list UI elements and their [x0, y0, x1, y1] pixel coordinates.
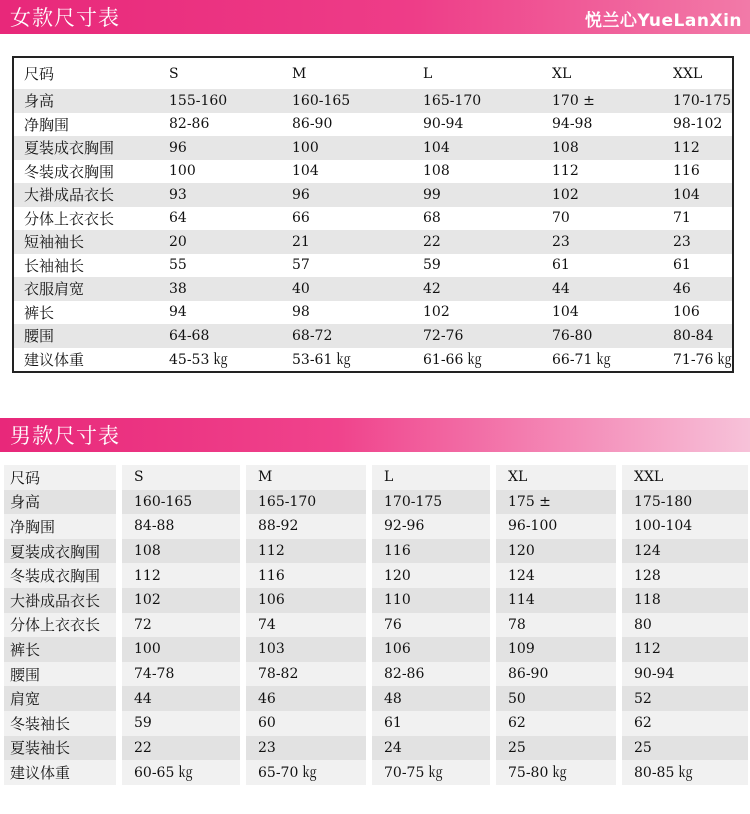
- women-size-row: [13, 230, 733, 254]
- size-header: M: [292, 65, 307, 82]
- measurement-value: 66: [292, 210, 310, 227]
- measurement-value: 70-75 ㎏: [372, 760, 496, 785]
- measurement-value: 52: [622, 686, 748, 711]
- measurement-value: 72: [122, 613, 246, 638]
- measurement-value: 98-102: [673, 116, 723, 133]
- women-size-row: [13, 183, 733, 207]
- men-size-row: [4, 662, 748, 687]
- measurement-value: 106: [673, 304, 700, 321]
- measurement-value: 65-70 ㎏: [246, 760, 372, 785]
- measurement-value: 80-84: [663, 324, 733, 348]
- women-size-row: [13, 136, 733, 160]
- men-size-row: [4, 539, 748, 564]
- measurement-label: 裤长: [24, 303, 55, 322]
- measurement-value: 110: [372, 588, 496, 613]
- measurement-value: 120: [496, 539, 622, 564]
- women-size-row: [13, 207, 733, 231]
- measurement-value: 170 ±: [542, 89, 663, 113]
- brand-name: 悦兰心YueLanXin: [584, 11, 742, 31]
- size-header: S: [169, 65, 179, 82]
- measurement-value: 64-68: [159, 324, 282, 348]
- men-size-row: [4, 711, 748, 736]
- measurement-value: 118: [622, 588, 748, 613]
- measurement-label: 净胸围: [4, 514, 122, 539]
- measurement-value: 86-90: [292, 116, 333, 133]
- women-size-row: [13, 254, 733, 278]
- measurement-value: 104: [552, 304, 579, 321]
- women-header-row: [13, 57, 733, 89]
- measurement-value: 100: [122, 637, 246, 662]
- measurement-value: 99: [413, 183, 542, 207]
- measurement-value: 72-76: [413, 324, 542, 348]
- measurement-value: 86-90: [496, 662, 622, 687]
- measurement-value: 104: [663, 183, 733, 207]
- measurement-value: 50: [496, 686, 622, 711]
- measurement-value: 128: [622, 563, 748, 588]
- measurement-value: 108: [423, 163, 450, 180]
- measurement-value: 109: [496, 637, 622, 662]
- size-header: S: [122, 465, 246, 490]
- measurement-value: 102: [542, 183, 663, 207]
- measurement-value: 62: [622, 711, 748, 736]
- measurement-label: 大褂成品衣长: [13, 183, 159, 207]
- measurement-value: 38: [159, 277, 282, 301]
- measurement-value: 46: [663, 277, 733, 301]
- measurement-value: 40: [282, 277, 413, 301]
- measurement-label: 长袖袖长: [24, 256, 85, 275]
- measurement-value: 80-85 ㎏: [622, 760, 748, 785]
- measurement-value: 112: [622, 637, 748, 662]
- men-size-row: [4, 588, 748, 613]
- measurement-value: 124: [496, 563, 622, 588]
- measurement-label: 腰围: [13, 324, 159, 348]
- size-header: XXL: [673, 65, 703, 82]
- size-column-header: 尺码: [4, 465, 122, 490]
- measurement-value: 82-86: [169, 116, 210, 133]
- measurement-value: 60-65 ㎏: [122, 760, 246, 785]
- measurement-value: 76: [372, 613, 496, 638]
- measurement-value: 94-98: [552, 116, 593, 133]
- measurement-value: 106: [246, 588, 372, 613]
- measurement-label: 建议体重: [4, 760, 122, 785]
- measurement-value: 160-165: [122, 490, 246, 515]
- measurement-value: 114: [496, 588, 622, 613]
- men-size-row: [4, 563, 748, 588]
- measurement-value: 24: [372, 736, 496, 761]
- measurement-value: 66-71 ㎏: [552, 352, 611, 369]
- measurement-value: 59: [423, 257, 441, 274]
- measurement-value: 25: [496, 736, 622, 761]
- measurement-value: 80: [622, 613, 748, 638]
- measurement-value: 68: [423, 210, 441, 227]
- measurement-value: 100: [282, 136, 413, 160]
- measurement-label: 短袖袖长: [13, 230, 159, 254]
- size-header: M: [246, 465, 372, 490]
- measurement-value: 96: [159, 136, 282, 160]
- measurement-value: 94: [169, 304, 187, 321]
- measurement-value: 23: [663, 230, 733, 254]
- measurement-label: 大褂成品衣长: [4, 588, 122, 613]
- measurement-value: 90-94: [622, 662, 748, 687]
- measurement-label: 腰围: [4, 662, 122, 687]
- men-size-row: [4, 760, 748, 785]
- measurement-value: 62: [496, 711, 622, 736]
- measurement-label: 冬装成衣胸围: [4, 563, 122, 588]
- measurement-value: 61: [372, 711, 496, 736]
- measurement-value: 112: [122, 563, 246, 588]
- measurement-value: 44: [122, 686, 246, 711]
- women-size-row: [13, 324, 733, 348]
- measurement-value: 70: [552, 210, 570, 227]
- measurement-value: 102: [122, 588, 246, 613]
- measurement-value: 112: [663, 136, 733, 160]
- measurement-value: 170-175: [372, 490, 496, 515]
- size-header: XL: [552, 65, 572, 82]
- measurement-value: 116: [246, 563, 372, 588]
- measurement-label: 夏装成衣胸围: [4, 539, 122, 564]
- measurement-value: 100: [169, 163, 196, 180]
- women-size-row: [13, 113, 733, 137]
- measurement-value: 44: [542, 277, 663, 301]
- measurement-value: 124: [622, 539, 748, 564]
- measurement-value: 175-180: [622, 490, 748, 515]
- measurement-value: 75-80 ㎏: [496, 760, 622, 785]
- size-column-header: 尺码: [24, 65, 55, 83]
- men-size-row: [4, 613, 748, 638]
- measurement-value: 48: [372, 686, 496, 711]
- women-size-row: [13, 301, 733, 325]
- measurement-value: 84-88: [122, 514, 246, 539]
- measurement-value: 22: [413, 230, 542, 254]
- size-header: L: [423, 65, 433, 82]
- measurement-value: 92-96: [372, 514, 496, 539]
- measurement-value: 78: [496, 613, 622, 638]
- measurement-value: 155-160: [159, 89, 282, 113]
- measurement-label: 裤长: [4, 637, 122, 662]
- measurement-value: 21: [282, 230, 413, 254]
- women-size-row: [13, 348, 733, 373]
- measurement-value: 90-94: [423, 116, 464, 133]
- measurement-value: 98: [292, 304, 310, 321]
- measurement-value: 108: [542, 136, 663, 160]
- measurement-value: 46: [246, 686, 372, 711]
- measurement-value: 64: [169, 210, 187, 227]
- measurement-value: 93: [159, 183, 282, 207]
- measurement-value: 20: [159, 230, 282, 254]
- men-size-row: [4, 736, 748, 761]
- measurement-value: 108: [122, 539, 246, 564]
- measurement-label: 分体上衣衣长: [4, 613, 122, 638]
- measurement-value: 53-61 ㎏: [292, 352, 351, 369]
- measurement-label: 夏装成衣胸围: [13, 136, 159, 160]
- measurement-value: 25: [622, 736, 748, 761]
- measurement-value: 76-80: [542, 324, 663, 348]
- men-size-row: [4, 490, 748, 515]
- women-size-row: [13, 277, 733, 301]
- measurement-value: 57: [292, 257, 310, 274]
- measurement-label: 冬装袖长: [4, 711, 122, 736]
- measurement-value: 82-86: [372, 662, 496, 687]
- measurement-value: 61-66 ㎏: [423, 352, 482, 369]
- measurement-value: 88-92: [246, 514, 372, 539]
- measurement-value: 103: [246, 637, 372, 662]
- measurement-value: 104: [292, 163, 319, 180]
- men-size-row: [4, 686, 748, 711]
- measurement-label: 净胸围: [24, 115, 70, 134]
- size-header: XXL: [622, 465, 748, 490]
- measurement-value: 165-170: [246, 490, 372, 515]
- measurement-value: 55: [169, 257, 187, 274]
- men-title-bar: [0, 418, 750, 452]
- measurement-value: 60: [246, 711, 372, 736]
- measurement-label: 建议体重: [24, 350, 85, 369]
- women-size-table: [12, 56, 734, 373]
- women-size-chart-title: 女款尺寸表: [10, 6, 120, 30]
- measurement-value: 68-72: [282, 324, 413, 348]
- measurement-value: 120: [372, 563, 496, 588]
- measurement-value: 160-165: [282, 89, 413, 113]
- men-header-row: [4, 465, 748, 490]
- measurement-label: 衣服肩宽: [13, 277, 159, 301]
- men-size-row: [4, 637, 748, 662]
- measurement-value: 61: [552, 257, 570, 274]
- women-title-bar: [0, 0, 750, 34]
- size-header: XL: [496, 465, 622, 490]
- measurement-value: 78-82: [246, 662, 372, 687]
- measurement-value: 165-170: [413, 89, 542, 113]
- men-size-row: [4, 514, 748, 539]
- measurement-value: 102: [423, 304, 450, 321]
- measurement-value: 170-175: [663, 89, 733, 113]
- size-header: L: [372, 465, 496, 490]
- men-size-table: [4, 465, 748, 785]
- measurement-value: 96-100: [496, 514, 622, 539]
- measurement-value: 71: [673, 210, 691, 227]
- measurement-value: 74-78: [122, 662, 246, 687]
- measurement-value: 61: [673, 257, 691, 274]
- measurement-value: 42: [413, 277, 542, 301]
- measurement-label: 身高: [13, 89, 159, 113]
- measurement-value: 106: [372, 637, 496, 662]
- measurement-value: 175 ±: [496, 490, 622, 515]
- measurement-value: 116: [372, 539, 496, 564]
- measurement-value: 74: [246, 613, 372, 638]
- men-size-chart-title: 男款尺寸表: [10, 424, 120, 448]
- measurement-value: 116: [673, 163, 700, 180]
- women-size-row: [13, 160, 733, 184]
- measurement-value: 59: [122, 711, 246, 736]
- measurement-value: 23: [246, 736, 372, 761]
- measurement-label: 夏装袖长: [4, 736, 122, 761]
- measurement-value: 112: [552, 163, 579, 180]
- measurement-value: 96: [282, 183, 413, 207]
- measurement-label: 分体上衣衣长: [24, 209, 115, 228]
- measurement-label: 身高: [4, 490, 122, 515]
- measurement-value: 45-53 ㎏: [169, 352, 228, 369]
- women-size-row: [13, 89, 733, 113]
- measurement-value: 71-76 ㎏: [673, 352, 732, 369]
- measurement-value: 104: [413, 136, 542, 160]
- measurement-label: 肩宽: [4, 686, 122, 711]
- measurement-value: 100-104: [622, 514, 748, 539]
- measurement-value: 112: [246, 539, 372, 564]
- measurement-label: 冬装成衣胸围: [24, 162, 115, 181]
- measurement-value: 22: [122, 736, 246, 761]
- measurement-value: 23: [542, 230, 663, 254]
